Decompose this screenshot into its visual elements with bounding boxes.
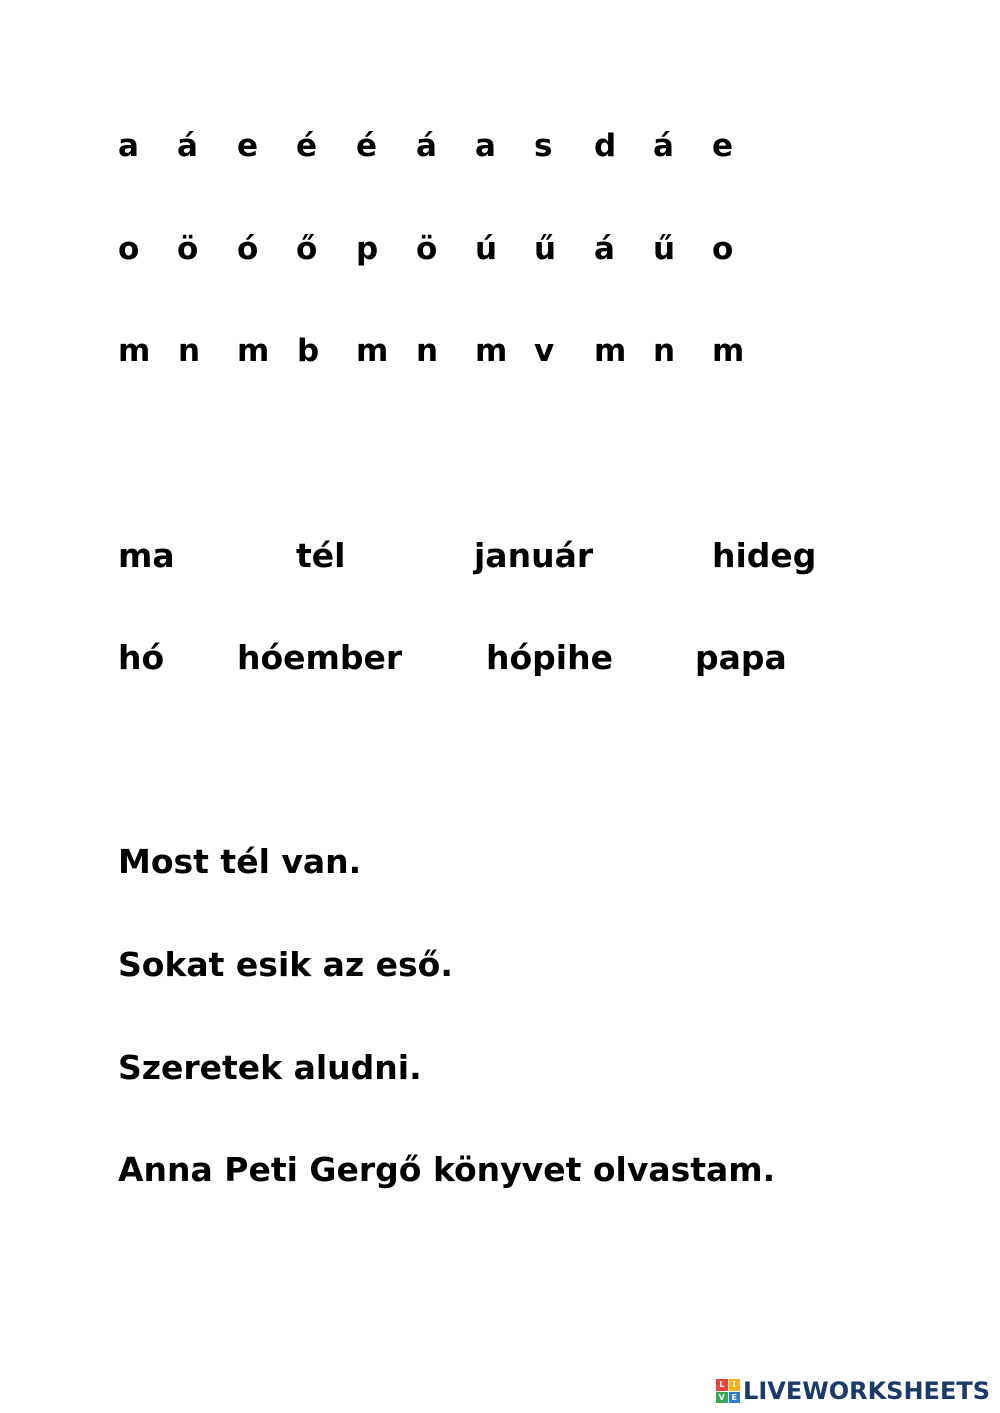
letter[interactable]: m [237, 333, 270, 369]
word[interactable]: ma [118, 536, 175, 575]
liveworksheets-logo[interactable] [716, 1377, 990, 1405]
letter[interactable]: s [534, 128, 553, 164]
word[interactable]: hópihe [486, 638, 613, 677]
letter[interactable]: á [416, 128, 437, 164]
letter[interactable]: a [118, 128, 139, 164]
sentence-4[interactable]: Anna Peti Gergő könyvet olvastam. [118, 1150, 776, 1189]
word[interactable]: papa [695, 638, 787, 677]
letter[interactable]: d [594, 128, 617, 164]
letter[interactable]: é [356, 128, 378, 164]
letter[interactable]: m [475, 333, 508, 369]
logo-letter: V [716, 1392, 728, 1404]
word[interactable]: hó [118, 638, 165, 677]
letter[interactable]: ű [534, 231, 557, 267]
word[interactable]: tél [296, 536, 346, 575]
letter[interactable]: n [653, 333, 676, 369]
liveworksheets-logo-icon [716, 1379, 740, 1403]
letter[interactable]: n [178, 333, 201, 369]
sentence-2[interactable]: Sokat esik az eső. [118, 945, 453, 984]
letter[interactable]: m [356, 333, 389, 369]
letter[interactable]: á [653, 128, 674, 164]
letter[interactable]: n [416, 333, 439, 369]
letter[interactable]: ö [177, 231, 199, 267]
logo-letter: E [729, 1392, 741, 1404]
letter[interactable]: e [237, 128, 259, 164]
letter[interactable]: ó [237, 231, 259, 267]
letter[interactable]: é [296, 128, 318, 164]
letter[interactable]: á [177, 128, 198, 164]
letter[interactable]: ö [416, 231, 438, 267]
letter[interactable]: ű [653, 231, 676, 267]
letter[interactable]: a [475, 128, 496, 164]
logo-letter: L [716, 1379, 728, 1391]
word-row-1 [118, 536, 878, 580]
letter[interactable]: ő [296, 231, 318, 267]
word[interactable]: hóember [237, 638, 403, 677]
letter[interactable]: p [356, 231, 379, 267]
letter-row-2 [118, 229, 878, 273]
logo-letter: I [729, 1379, 741, 1391]
letter-row-3 [118, 331, 878, 375]
letter[interactable]: ú [475, 231, 498, 267]
letter[interactable]: e [712, 128, 734, 164]
letter[interactable]: m [712, 333, 745, 369]
word[interactable]: hideg [712, 536, 817, 575]
word-row-2 [118, 638, 878, 682]
letter[interactable]: á [594, 231, 615, 267]
letter[interactable]: b [297, 333, 320, 369]
sentence-3[interactable]: Szeretek aludni. [118, 1048, 422, 1087]
sentence-1[interactable]: Most tél van. [118, 842, 362, 881]
letter[interactable]: o [712, 231, 734, 267]
letter[interactable]: m [594, 333, 627, 369]
word[interactable]: január [474, 536, 594, 575]
liveworksheets-brand-text: LIVEWORKSHEETS [743, 1377, 990, 1405]
letter[interactable]: o [118, 231, 140, 267]
letter-row-1 [118, 126, 878, 170]
letter[interactable]: m [118, 333, 151, 369]
letter[interactable]: v [534, 333, 555, 369]
